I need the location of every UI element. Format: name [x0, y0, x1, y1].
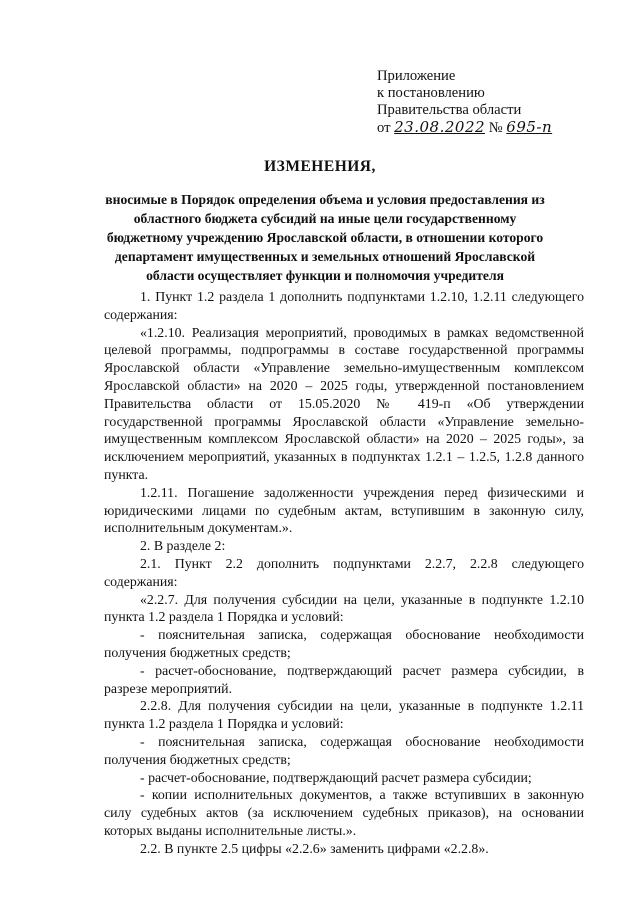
appendix-government: Правительства области [377, 102, 522, 118]
paragraph-1: 1. Пункт 1.2 раздела 1 дополнить подпунктами 1.2.10, 1.2.11 следующего содержания: [104, 289, 584, 322]
paragraph-8: - расчет-обоснование, подтверждающий расчет размера субсидии, в разрезе мероприятий. [104, 662, 584, 696]
handwritten-number: 695-п [506, 118, 553, 136]
paragraph-12: - копии исполнительных документов, а также вступивших в законную силу судебных актов (за исключением судебных приказов), на основании которых выданы исполнительные листы.». [104, 787, 584, 838]
document-subtitle: вносимые в Порядок определения объема и условия предоставления из областного бюджета субсидий на иные цели государственному бюджетному учреждению Ярославской области, в отношении которого департамент имущественных и земельных отношений Ярославской области осуществляет функции и полномочия учредителя [105, 192, 545, 283]
paragraph-10: - пояснительная записка, содержащая обоснование необходимости получения бюджетных средств; [104, 733, 584, 767]
appendix-to-resolution: к постановлению [377, 85, 485, 101]
paragraph-3: 1.2.11. Погашение задолженности учреждения перед физическими и юридическими лицами по судебным актам, вступившим в законную силу, исполнительным документам.». [104, 484, 584, 536]
handwritten-date: 23.08.2022 [394, 118, 486, 136]
paragraph-2: «1.2.10. Реализация мероприятий, проводимых в рамках ведомственной целевой программы, подпрограммы в составе государственной программы Ярославской области «Управление земельно-имущественным комплексом Ярославской области» на 2020 – 2025 годы, утвержденной постановлением Правительства области от 15.05.2020 № 419-п «Об утверждении государственной программы Ярославской области «Управление земельно-имущественным комплексом Ярославской области» на 2020 – 2025 годы», за исключением мероприятий, указанных в подпунктах 1.2.1 – 1.2.5, 1.2.8 данного пункта. [104, 324, 584, 482]
paragraph-13: 2.2. В пункте 2.5 цифры «2.2.6» заменить цифрами «2.2.8». [140, 840, 489, 856]
document-title: ИЗМЕНЕНИЯ, [264, 158, 376, 175]
number-label: № [488, 120, 503, 136]
paragraph-11: - расчет-обоснование, подтверждающий расчет размера субсидии; [140, 769, 532, 785]
document-body [104, 288, 584, 858]
appendix-date-number [377, 119, 552, 137]
paragraph-4: 2. В разделе 2: [140, 538, 226, 554]
paragraph-5: 2.1. Пункт 2.2 дополнить подпунктами 2.2.7, 2.2.8 следующего содержания: [104, 555, 584, 589]
appendix-header [377, 68, 552, 137]
paragraph-7: - пояснительная записка, содержащая обоснование необходимости получения бюджетных средств; [104, 627, 584, 660]
paragraph-6: «2.2.7. Для получения субсидии на цели, указанные в подпункте 1.2.10 пункта 1.2 раздела 1 Порядка и условий: [104, 591, 584, 625]
paragraph-9: 2.2.8. Для получения субсидии на цели, указанные в подпункте 1.2.11 пункта 1.2 раздела 1 Порядка и условий: [104, 698, 584, 732]
from-label: от [377, 120, 391, 136]
appendix-title: Приложение [377, 68, 456, 84]
